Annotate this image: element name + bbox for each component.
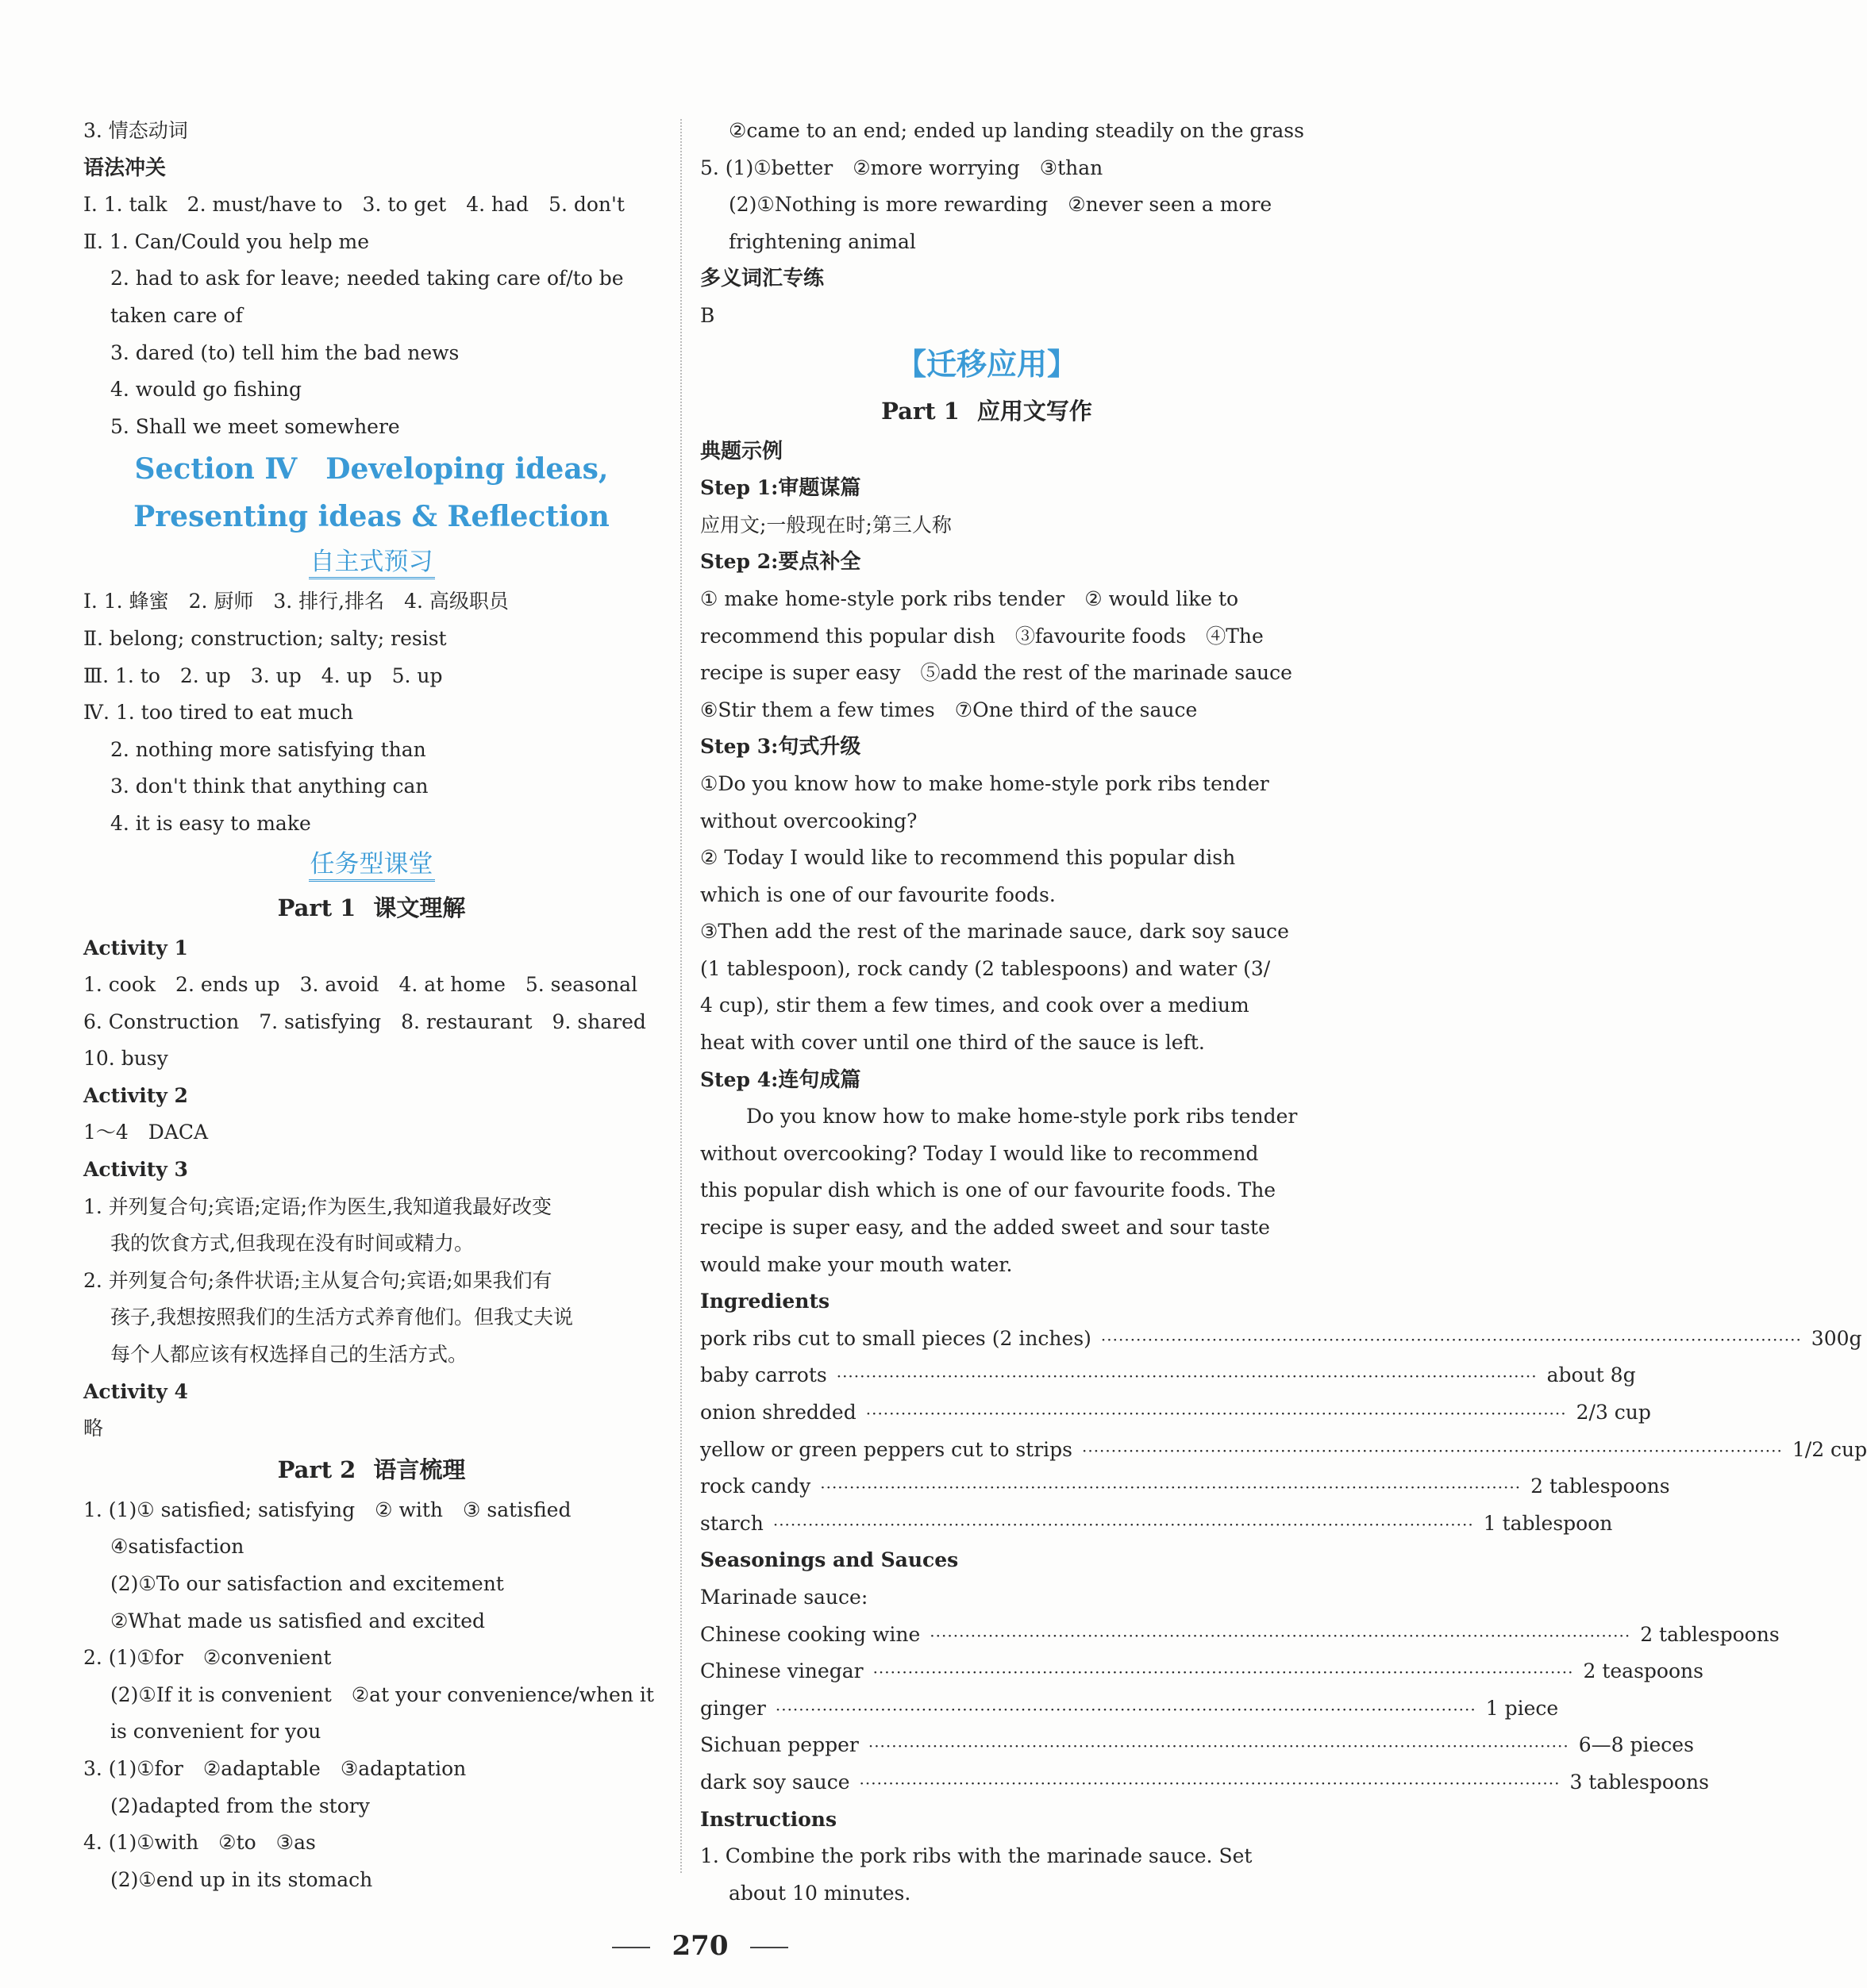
section-title: Presenting ideas & Reflection	[133, 500, 610, 534]
part1-heading: Part 1 课文理解	[277, 894, 466, 921]
language-answer: is convenient for you	[110, 1720, 321, 1744]
step-text: ⑥Stir them a few times ⑦One third of the sauce	[700, 698, 1198, 721]
language-answer: 3. (1)①for ②adaptable ③adaptation	[83, 1756, 467, 1780]
step-text: recipe is super easy ⑤add the rest of the marinade sauce	[700, 661, 1292, 685]
activity-4-heading: Activity 4	[83, 1379, 188, 1403]
leader-dots: ························································································································	[872, 1663, 1574, 1682]
seasoning-row-amount: 2 tablespoons	[1640, 1622, 1780, 1646]
step-text: recommend this popular dish ③favourite foods ④The	[700, 624, 1264, 648]
column-divider	[680, 119, 682, 1873]
leader-dots: ························································································································	[836, 1367, 1538, 1386]
ingredient-row-name: starch	[700, 1511, 764, 1535]
step-text: recipe is super easy, and the added sweet and sour taste	[700, 1216, 1270, 1240]
seasoning-row-amount: 1 piece	[1485, 1696, 1559, 1720]
activity-answer: 2. 并列复合句;条件状语;主从复合句;宾语;如果我们有	[83, 1268, 552, 1292]
ingredient-row-amount: 1/2 cup	[1792, 1437, 1867, 1461]
preview-answer: 2. nothing more satisfying than	[110, 737, 426, 761]
leader-dots: ························································································································	[868, 1736, 1569, 1756]
leader-dots: ························································································································	[772, 1514, 1474, 1534]
grammar-answer: Ⅱ. 1. Can/Could you help me	[83, 229, 370, 253]
activity-answer: 略	[83, 1417, 104, 1440]
seasoning-row-amount: 6—8 pieces	[1578, 1733, 1694, 1757]
activity-1-heading: Activity 1	[83, 936, 188, 959]
step-text: ①Do you know how to make home-style pork ribs tender	[700, 771, 1269, 795]
right-column	[700, 113, 1867, 1912]
activity-3-heading: Activity 3	[83, 1158, 188, 1182]
language-answer: 1. (1)① satisfied; satisfying ② with ③ satisfied	[83, 1498, 572, 1521]
grammar-answer: 2. had to ask for leave; needed taking care of/to be	[110, 267, 624, 290]
step-text: ② Today I would like to recommend this popular dish	[700, 846, 1236, 870]
ingredient-row	[700, 1394, 1651, 1432]
vocab-heading: 多义词汇专练	[700, 267, 825, 291]
language-answer: (2)①Nothing is more rewarding ②never seen a more	[729, 193, 1272, 217]
step-1-heading: Step 1:审题谋篇	[700, 476, 861, 501]
ingredient-row	[700, 1321, 1862, 1358]
seasoning-row-amount: 3 tablespoons	[1569, 1770, 1709, 1794]
ingredient-row-name: yellow or green peppers cut to strips	[700, 1437, 1072, 1461]
step-text: would make your mouth water.	[700, 1252, 1013, 1276]
activity-answer: 10. busy	[83, 1047, 168, 1071]
vocab-answer: B	[700, 303, 715, 327]
left-column	[83, 113, 660, 1898]
step-text: Do you know how to make home-style pork ribs tender	[746, 1105, 1298, 1129]
language-answer: ②What made us satisfied and excited	[110, 1609, 486, 1632]
grammar-answer: Ⅰ. 1. talk 2. must/have to 3. to get 4. had 5. don't	[83, 193, 625, 217]
ingredients-heading: Ingredients	[700, 1290, 830, 1313]
language-answer: 4. (1)①with ②to ③as	[83, 1831, 316, 1855]
seasoning-row-name: Sichuan pepper	[700, 1733, 859, 1757]
task-subheading: 任务型课堂	[83, 843, 660, 886]
instruction-step: about 10 minutes.	[729, 1881, 911, 1905]
seasoning-row	[700, 1727, 1694, 1764]
seasoning-row-amount: 2 teaspoons	[1583, 1659, 1703, 1683]
activity-answer: 1. 并列复合句;宾语;定语;作为医生,我知道我最好改变	[83, 1194, 552, 1218]
seasoning-row	[700, 1764, 1709, 1802]
activity-answer: 1～4 DACA	[83, 1121, 209, 1144]
leader-dots: ························································································································	[1100, 1329, 1802, 1349]
preview-answer: Ⅲ. 1. to 2. up 3. up 4. up 5. up	[83, 663, 443, 687]
step-text: (1 tablespoon), rock candy (2 tablespoons) and water (3/	[700, 956, 1271, 980]
seasoning-row-name: Chinese vinegar	[700, 1659, 864, 1683]
ingredient-row-name: rock candy	[700, 1475, 811, 1498]
ingredient-row-amount: 1 tablespoon	[1483, 1511, 1613, 1535]
ingredient-row	[700, 1357, 1636, 1394]
language-answer: 5. (1)①better ②more worrying ③than	[700, 156, 1103, 179]
step-text: ① make home-style pork ribs tender ② would like to	[700, 586, 1239, 610]
ingredient-row	[700, 1468, 1670, 1505]
grammar-answer: taken care of	[110, 303, 243, 327]
grammar-heading: 语法冲关	[83, 156, 167, 180]
seasoning-row	[700, 1653, 1703, 1690]
seasoning-row	[700, 1690, 1559, 1728]
activity-answer: 我的饮食方式,但我现在没有时间或精力。	[110, 1232, 474, 1255]
page-number: 270	[0, 1930, 1400, 1962]
step-4-heading: Step 4:连句成篇	[700, 1067, 861, 1092]
step-text: ③Then add the rest of the marinade sauce, dark soy sauce	[700, 920, 1289, 944]
instruction-step: 1. Combine the pork ribs with the marinade sauce. Set	[700, 1844, 1253, 1868]
language-answer: ②came to an end; ended up landing steadily on the grass	[729, 119, 1304, 142]
leader-dots: ························································································································	[775, 1699, 1476, 1719]
example-heading: 典题示例	[700, 439, 783, 463]
seasonings-heading: Seasonings and Sauces	[700, 1548, 959, 1572]
preview-answer: Ⅱ. belong; construction; salty; resist	[83, 626, 447, 650]
seasonings-list	[700, 1617, 1780, 1802]
preview-answer: 4. it is easy to make	[110, 811, 311, 835]
leader-dots: ························································································································	[1081, 1440, 1783, 1460]
language-answer: (2)adapted from the story	[110, 1794, 370, 1817]
grammar-answer: 5. Shall we meet somewhere	[110, 414, 400, 438]
seasoning-row	[700, 1617, 1780, 1654]
language-answer: ④satisfaction	[110, 1535, 244, 1559]
writing-part-heading: Part 1 应用文写作	[881, 397, 1092, 425]
language-answer: (2)①If it is convenient ②at your convenience/when it	[110, 1682, 654, 1706]
ingredients-list	[700, 1321, 1867, 1543]
step-text: this popular dish which is one of our favourite foods. The	[700, 1179, 1276, 1202]
modal-verbs-heading: 3. 情态动词	[83, 119, 188, 142]
language-answer: (2)①To our satisfaction and excitement	[110, 1572, 504, 1595]
ingredient-row-amount: about 8g	[1546, 1363, 1636, 1387]
instructions-heading: Instructions	[700, 1807, 837, 1831]
ingredient-row	[700, 1505, 1613, 1543]
leader-dots: ························································································································	[865, 1404, 1567, 1423]
ingredient-row-amount: 300g	[1811, 1326, 1862, 1350]
ingredient-row-name: pork ribs cut to small pieces (2 inches)	[700, 1326, 1091, 1350]
preview-subheading: 自主式预习	[83, 540, 660, 583]
step-text: without overcooking?	[700, 809, 918, 832]
activity-2-heading: Activity 2	[83, 1083, 188, 1107]
step-3-heading: Step 3:句式升级	[700, 735, 861, 759]
activity-answer: 1. cook 2. ends up 3. avoid 4. at home 5. seasonal	[83, 973, 638, 997]
step-text: without overcooking? Today I would like to recommend	[700, 1141, 1259, 1165]
ingredient-row-name: baby carrots	[700, 1363, 827, 1387]
step-text: 应用文;一般现在时;第三人称	[700, 513, 952, 536]
language-answer: (2)①end up in its stomach	[110, 1867, 373, 1891]
leader-dots: ························································································································	[930, 1625, 1631, 1645]
preview-answer: Ⅳ. 1. too tired to eat much	[83, 701, 354, 725]
step-text: which is one of our favourite foods.	[700, 882, 1056, 906]
step-text: 4 cup), stir them a few times, and cook over a medium	[700, 994, 1249, 1017]
seasoning-row-name: dark soy sauce	[700, 1770, 850, 1794]
step-2-heading: Step 2:要点补全	[700, 550, 861, 575]
preview-answer: 3. don't think that anything can	[110, 775, 429, 798]
section-title: Section Ⅳ Developing ideas,	[134, 452, 609, 486]
step-text: heat with cover until one third of the sauce is left.	[700, 1031, 1205, 1055]
preview-answer: Ⅰ. 1. 蜂蜜 2. 厨师 3. 排行,排名 4. 高级职员	[83, 590, 509, 613]
activity-answer: 每个人都应该有权选择自己的生活方式。	[110, 1343, 468, 1367]
ingredient-row-name: onion shredded	[700, 1401, 857, 1424]
leader-dots: ························································································································	[820, 1478, 1522, 1498]
activity-answer: 6. Construction 7. satisfying 8. restaurant 9. shared	[83, 1009, 646, 1033]
activity-answer: 孩子,我想按照我们的生活方式养育他们。但我丈夫说	[110, 1305, 573, 1329]
ingredient-row-amount: 2 tablespoons	[1530, 1475, 1670, 1498]
leader-dots: ························································································································	[859, 1773, 1561, 1793]
seasoning-row-name: Chinese cooking wine	[700, 1622, 921, 1646]
ingredient-row-amount: 2/3 cup	[1576, 1401, 1651, 1424]
part2-heading: Part 2 语言梳理	[277, 1455, 466, 1483]
grammar-answer: 4. would go fishing	[110, 378, 302, 402]
marinade-label: Marinade sauce:	[700, 1585, 868, 1609]
language-answer: 2. (1)①for ②convenient	[83, 1646, 332, 1670]
grammar-answer: 3. dared (to) tell him the bad news	[110, 340, 460, 364]
language-answer: frightening animal	[729, 229, 916, 253]
seasoning-row-name: ginger	[700, 1696, 766, 1720]
transfer-title: 【迁移应用】	[895, 346, 1077, 382]
ingredient-row	[700, 1432, 1867, 1469]
